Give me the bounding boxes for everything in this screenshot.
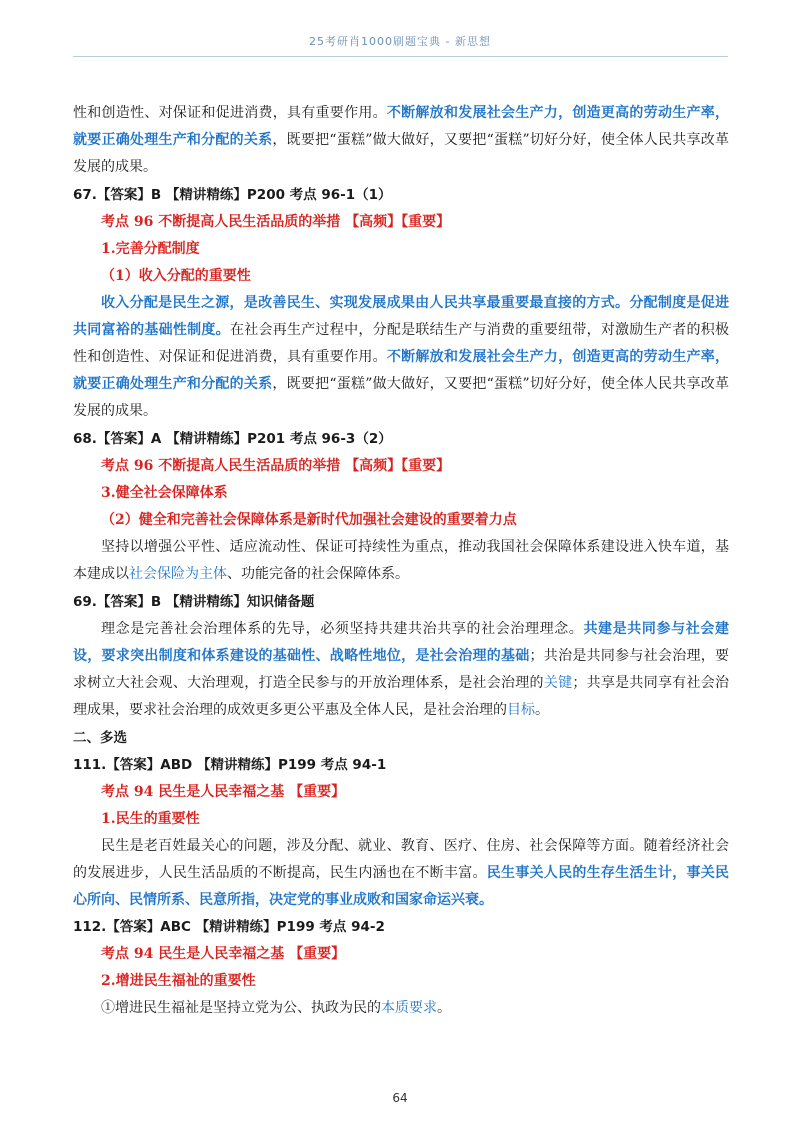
answer-69: 69.【答案】B 【精讲精练】知识储备题 xyxy=(73,594,315,610)
continued-paragraph xyxy=(73,100,729,181)
paragraph-69 xyxy=(73,616,729,724)
highlight-blue: 不断解放和发展社会生产力，创造更高的劳动生产率，就要正确处理生产和分配的关系 xyxy=(73,105,730,148)
page-number: 64 xyxy=(392,1091,408,1105)
answer-111: 111.【答案】ABD 【精讲精练】P199 考点 94-1 xyxy=(73,757,387,773)
text-span: ①增进民生福祉是坚持立党为公、执政为民的 xyxy=(101,1000,381,1016)
header-divider xyxy=(73,56,728,57)
text-span: 性和创造性、对保证和促进消费，具有重要作用。 xyxy=(73,105,387,121)
text-span: ，既要把“蛋糕”做大做好，又要把“蛋糕”切好分好，使全体人民共享改革发展的成果。 xyxy=(73,376,729,419)
highlight-blue: 不断解放和发展社会生产力，创造更高的劳动生产率，就要正确处理生产和分配的关系 xyxy=(73,349,730,392)
text-span: 、功能完备的社会保障体系。 xyxy=(227,566,409,582)
answer-67: 67.【答案】B 【精讲精练】P200 考点 96-1（1） xyxy=(73,187,392,203)
exam-point-96: 考点 96 不断提高人民生活品质的举措 【高频】【重要】 xyxy=(101,214,451,230)
subheading-distribution: 1.完善分配制度 xyxy=(101,241,200,257)
highlight-blue: 目标 xyxy=(507,702,535,718)
paragraph-67 xyxy=(73,290,729,425)
subheading-social-security: 3.健全社会保障体系 xyxy=(101,485,228,501)
subheading-key-point: （2）健全和完善社会保障体系是新时代加强社会建设的重要着力点 xyxy=(101,512,517,528)
text-span: 理念是完善社会治理体系的先导，必须坚持共建共治共享的社会治理理念。 xyxy=(101,621,584,637)
document-body xyxy=(73,100,729,1022)
exam-point-96b: 考点 96 不断提高人民生活品质的举措 【高频】【重要】 xyxy=(101,458,451,474)
highlight-blue: 关键 xyxy=(543,675,573,691)
text-span: 。 xyxy=(535,702,549,718)
answer-68: 68.【答案】A 【精讲精练】P201 考点 96-3（2） xyxy=(73,431,392,447)
paragraph-68 xyxy=(73,534,729,588)
highlight-blue: 收入分配是民生之源，是改善民生、实现发展成果由人民共享最重要最直接的方式。分配制度是促进共同富裕的基础性制度。 xyxy=(73,295,729,338)
exam-point-94: 考点 94 民生是人民幸福之基 【重要】 xyxy=(101,784,346,800)
highlight-blue: 本质要求 xyxy=(381,1000,437,1016)
paragraph-112 xyxy=(73,995,729,1022)
text-span: 在社会再生产过程中，分配是联结生产与消费的重要纽带，对激励生产者的积极性和创造性、对保证和促进消费，具有重要作用。 xyxy=(73,322,730,365)
answer-112: 112.【答案】ABC 【精讲精练】P199 考点 94-2 xyxy=(73,919,385,935)
text-span: 民生是老百姓最关心的问题，涉及分配、就业、教育、医疗、住房、社会保障等方面。随着经济社会的发展进步，人民生活品质的不断提高，民生内涵也在不断丰富。 xyxy=(73,838,729,881)
exam-point-94b: 考点 94 民生是人民幸福之基 【重要】 xyxy=(101,946,346,962)
highlight-blue: 民生事关人民的生存生活生计，事关民心所向、民情所系、民意所指，决定党的事业成败和国家命运兴衰。 xyxy=(73,865,730,908)
section-heading-multi-choice: 二、多选 xyxy=(73,730,127,746)
page-header: 25考研肖1000刷题宝典 - 新思想 xyxy=(309,35,491,48)
text-span: ；共治是共同参与社会治理，要求树立大社会观、大治理观，打造全民参与的开放治理体系，是社会治理的 xyxy=(73,648,729,691)
highlight-blue: 社会保险为主体 xyxy=(129,566,227,582)
highlight-blue: 共建是共同参与社会建设，要求突出制度和体系建设的基础性、战略性地位，是社会治理的基础 xyxy=(73,621,730,664)
subheading-livelihood: 1.民生的重要性 xyxy=(101,811,200,827)
text-span: 坚持以增强公平性、适应流动性、保证可持续性为重点，推动我国社会保障体系建设进入快车道，基本建成以 xyxy=(73,539,729,582)
subheading-income: （1）收入分配的重要性 xyxy=(101,268,251,284)
subheading-welfare: 2.增进民生福祉的重要性 xyxy=(101,973,256,989)
text-span: ，既要把“蛋糕”做大做好，又要把“蛋糕”切好分好，使全体人民共享改革发展的成果。 xyxy=(73,132,729,175)
text-span: ；共享是共同享有社会治理成果，要求社会治理的成效更多更公平惠及全体人民，是社会治理的 xyxy=(73,675,730,718)
paragraph-111 xyxy=(73,833,729,914)
text-span: 。 xyxy=(437,1000,451,1016)
